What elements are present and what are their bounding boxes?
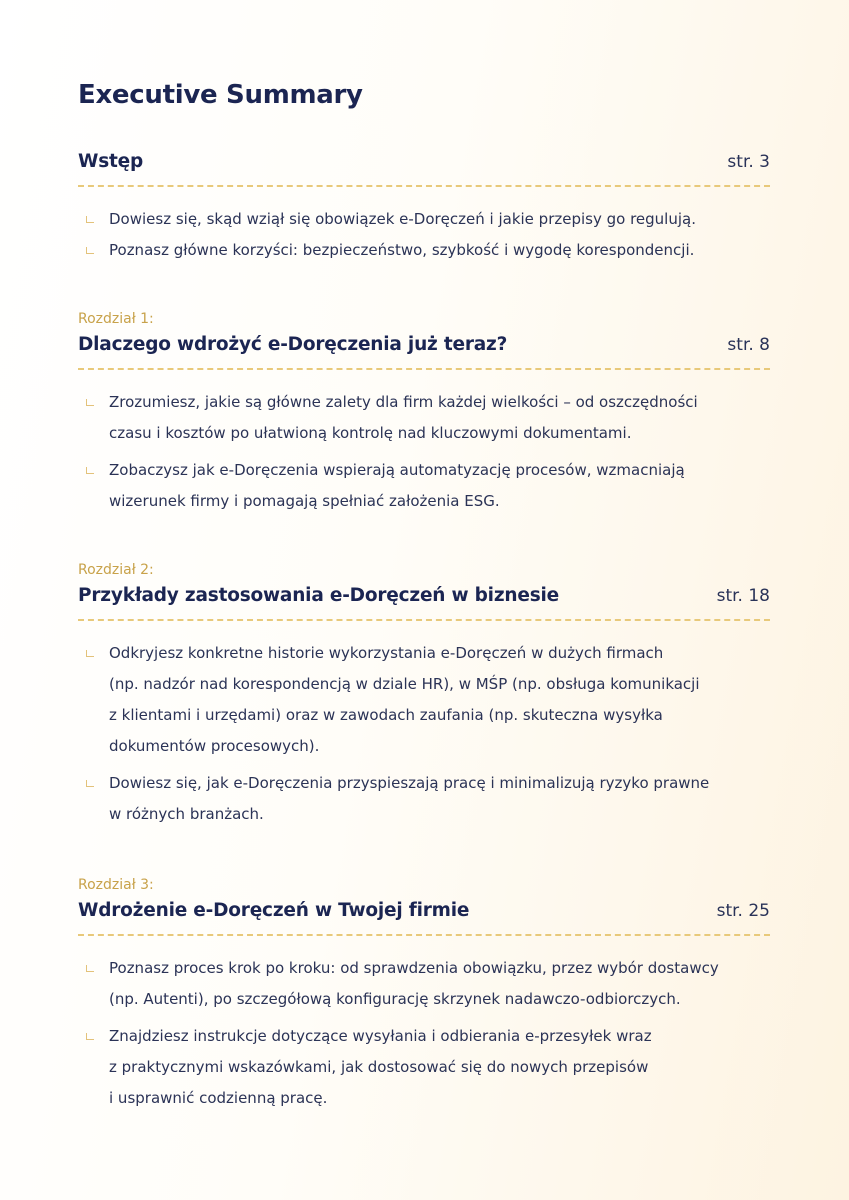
bullet-text: dokumentów procesowych). <box>109 737 320 755</box>
dashed-divider <box>78 619 770 621</box>
bullet-text: Zobaczysz jak e-Doręczenia wspierają automatyzację procesów, wzmacniają <box>109 461 685 479</box>
bullet-list <box>78 387 770 517</box>
page-number: str. 18 <box>716 586 770 606</box>
bullet-text: czasu i kosztów po ułatwioną kontrolę nad kluczowymi dokumentami. <box>109 424 632 442</box>
bullet-text: w różnych branżach. <box>109 805 264 823</box>
bullet-text: Znajdziesz instrukcje dotyczące wysyłania i odbierania e-przesyłek wraz <box>109 1027 652 1045</box>
bullet-text: z praktycznymi wskazówkami, jak dostosować się do nowych przepisów <box>109 1058 649 1076</box>
section-title: Przykłady zastosowania e-Doręczeń w biznesie <box>78 585 560 606</box>
bullet-text: wizerunek firmy i pomagają spełniać założenia ESG. <box>109 492 500 510</box>
bullet-text: Dowiesz się, skąd wziął się obowiązek e-Doręczeń i jakie przepisy go regulują. <box>109 210 696 228</box>
bullet-corner-icon <box>86 399 94 406</box>
section-title: Dlaczego wdrożyć e-Doręczenia już teraz? <box>78 334 508 355</box>
bullet-text: Zrozumiesz, jakie są główne zalety dla firm każdej wielkości – od oszczędności <box>109 393 698 411</box>
bullet-corner-icon <box>86 1033 94 1040</box>
bullet-corner-icon <box>86 650 94 657</box>
bullet-corner-icon <box>86 467 94 474</box>
dashed-divider <box>78 934 770 936</box>
bullet-corner-icon <box>86 216 94 223</box>
list-item <box>78 387 770 449</box>
section-chapter-1 <box>78 309 770 517</box>
bullet-list <box>78 953 770 1114</box>
section-wstep <box>78 146 770 266</box>
section-title: Wstęp <box>78 151 144 172</box>
page-number: str. 8 <box>727 335 770 355</box>
list-item <box>78 1021 770 1114</box>
section-title: Wdrożenie e-Doręczeń w Twojej firmie <box>78 900 470 921</box>
section-chapter-3 <box>78 875 770 1114</box>
list-item <box>78 768 770 830</box>
bullet-text: (np. Autenti), po szczegółową konfigurację skrzynek nadawczo-odbiorczych. <box>109 990 681 1008</box>
section-header <box>78 895 770 921</box>
page-title: Executive Summary <box>78 80 363 110</box>
bullet-text: Poznasz proces krok po kroku: od sprawdzenia obowiązku, przez wybór dostawcy <box>109 959 719 977</box>
dashed-divider <box>78 185 770 187</box>
bullet-text: Poznasz główne korzyści: bezpieczeństwo, szybkość i wygodę korespondencji. <box>109 241 695 259</box>
bullet-text: (np. nadzór nad korespondencją w dziale HR), w MŚP (np. obsługa komunikacji <box>109 675 700 693</box>
list-item <box>78 953 770 1015</box>
bullet-corner-icon <box>86 965 94 972</box>
list-item <box>78 204 770 235</box>
chapter-label: Rozdział 1: <box>78 311 154 327</box>
bullet-text: Dowiesz się, jak e-Doręczenia przyspieszają pracę i minimalizują ryzyko prawne <box>109 774 710 792</box>
bullet-corner-icon <box>86 780 94 787</box>
bullet-list <box>78 204 770 266</box>
dashed-divider <box>78 368 770 370</box>
list-item <box>78 455 770 517</box>
list-item <box>78 235 770 266</box>
chapter-label: Rozdział 2: <box>78 562 154 578</box>
bullet-text: i usprawnić codzienną pracę. <box>109 1089 328 1107</box>
chapter-label: Rozdział 3: <box>78 877 154 893</box>
page-number: str. 25 <box>716 901 770 921</box>
bullet-list <box>78 638 770 830</box>
list-item <box>78 638 770 762</box>
bullet-text: z klientami i urzędami) oraz w zawodach zaufania (np. skuteczna wysyłka <box>109 706 663 724</box>
section-header <box>78 329 770 355</box>
page-number: str. 3 <box>727 152 770 172</box>
bullet-corner-icon <box>86 247 94 254</box>
section-chapter-2 <box>78 560 770 830</box>
section-header <box>78 146 770 172</box>
bullet-text: Odkryjesz konkretne historie wykorzystania e-Doręczeń w dużych firmach <box>109 644 664 662</box>
section-header <box>78 580 770 606</box>
